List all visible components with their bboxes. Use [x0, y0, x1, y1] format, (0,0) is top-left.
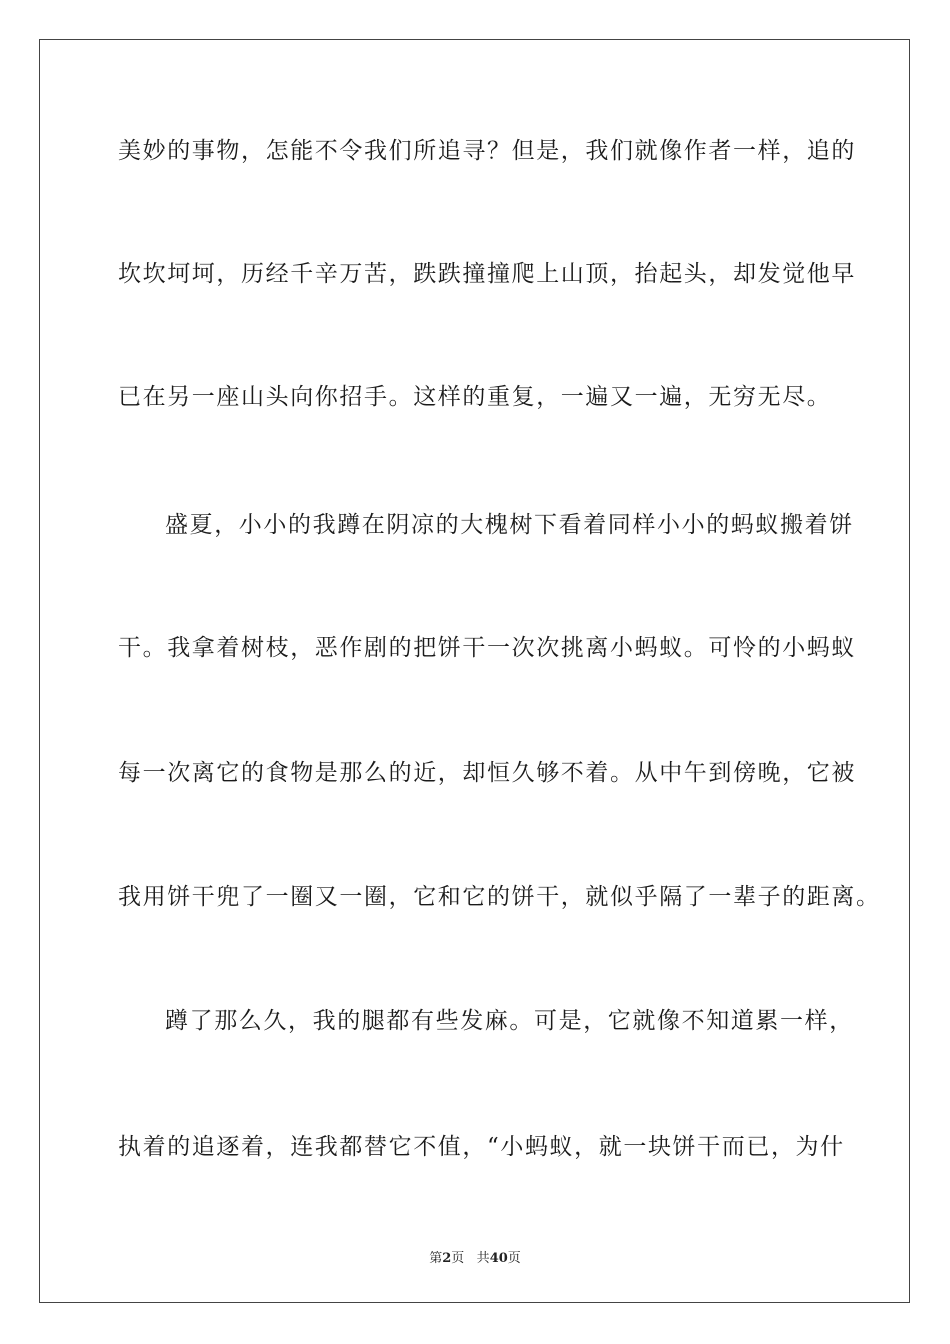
text-line: 美妙的事物，怎能不令我们所追寻？但是，我们就像作者一样，追的 [118, 138, 856, 164]
total-pages-prefix: 共 [476, 1251, 490, 1266]
text-line: 每一次离它的食物是那么的近，却恒久够不着。从中午到傍晚，它被 [118, 760, 856, 786]
page-number: 2 [442, 1251, 452, 1266]
paragraph-first-line: 蹲了那么久，我的腿都有些发麻。可是，它就像不知道累一样， [165, 1008, 854, 1034]
total-pages-suffix: 页 [507, 1251, 521, 1266]
paragraph-first-line: 盛夏，小小的我蹲在阴凉的大槐树下看着同样小小的蚂蚁搬着饼 [165, 512, 854, 538]
text-line: 坎坎坷坷，历经千辛万苦，跌跌撞撞爬上山顶，抬起头，却发觉他早 [118, 261, 856, 287]
page-number-prefix: 第 [429, 1251, 443, 1266]
page-border [39, 39, 910, 1303]
page-footer [0, 1247, 950, 1266]
text-line: 执着的追逐着，连我都替它不值，“小蚂蚁，就一块饼干而已，为什 [118, 1134, 845, 1160]
text-line: 已在另一座山头向你招手。这样的重复，一遍又一遍，无穷无尽。 [118, 384, 832, 410]
text-line: 我用饼干兜了一圈又一圈，它和它的饼干，就似乎隔了一辈子的距离。 [118, 884, 881, 910]
page-number-suffix: 页 [451, 1251, 465, 1266]
text-line: 干。我拿着树枝，恶作剧的把饼干一次次挑离小蚂蚁。可怜的小蚂蚁 [118, 635, 856, 661]
total-pages: 40 [489, 1251, 508, 1266]
